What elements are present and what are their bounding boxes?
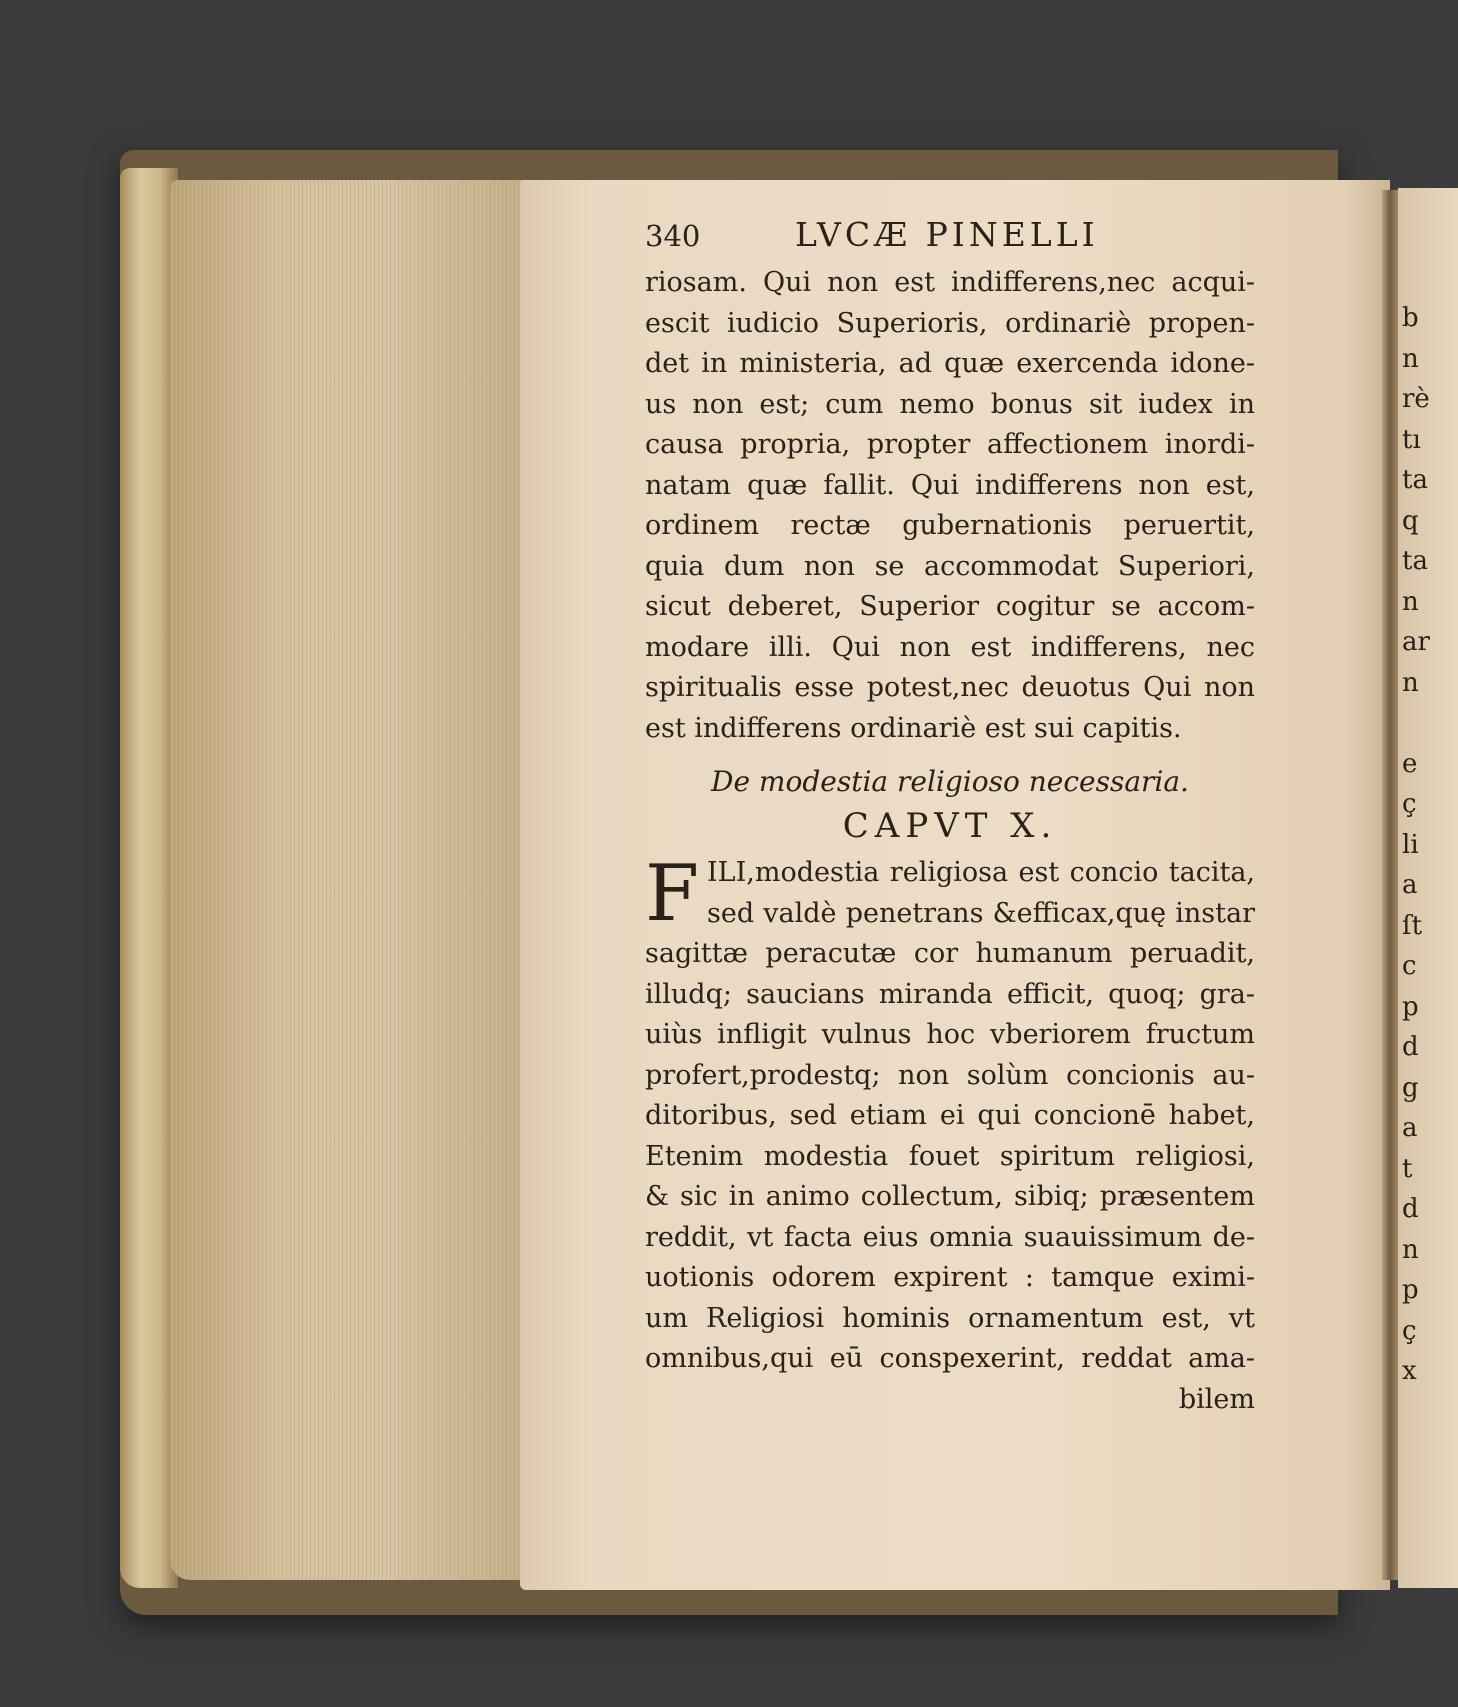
chapter-title: De modestia religioso necessaria. [711, 765, 1189, 798]
text-line: modare illi. Qui non est indifferens, nec [645, 631, 1255, 663]
text-line: sagittæ peracutæ cor humanum peruadit, [645, 938, 1255, 969]
text-line: det in ministeria, ad quæ exercenda idone- [645, 348, 1255, 379]
text-line: uotionis odorem expirent : tamque eximi- [645, 1262, 1255, 1293]
text-line: illudq; saucians miranda efficit, quoq; gra- [645, 978, 1255, 1010]
text-line: natam quæ fallit. Qui indifferens non est, [645, 469, 1255, 501]
right-page [1398, 188, 1458, 1588]
text-line: um Religiosi hominis ornamentum est, vt [645, 1302, 1255, 1334]
text-line: escit iudicio Superioris, ordinariè propen- [645, 307, 1255, 339]
text-line: sicut deberet, Superior cogitur se accom- [645, 591, 1255, 622]
text-line: omnibus,qui eū conspexerint, reddat ama- [645, 1343, 1255, 1374]
text-line: uiùs infligit vulnus hoc vberiorem fructum [645, 1019, 1255, 1050]
running-head: LVCÆ PINELLI [795, 215, 1099, 254]
page-header [645, 215, 1255, 259]
page-text [645, 215, 1255, 1420]
text-line: riosam. Qui non est indifferens,nec acqui- [645, 267, 1255, 298]
text-line: ordinem rectæ gubernationis peruertit, [645, 510, 1255, 541]
text-line: ILI,modestia religiosa est concio tacita, [707, 857, 1255, 888]
text-line: sed valdè penetrans &efficax,quę instar [707, 897, 1255, 929]
page-number: 340 [645, 219, 701, 253]
text-line: Etenim modestia fouet spiritum religiosi, [645, 1140, 1255, 1172]
page-edges [170, 180, 530, 1580]
text-line: quia dum non se accommodat Superiori, [645, 550, 1255, 582]
drop-cap: F [645, 849, 700, 939]
text-line: & sic in animo collectum, sibiq; præsentem [645, 1181, 1255, 1212]
text-line: spiritualis esse potest,nec deuotus Qui non [645, 672, 1255, 703]
text-line: est indifferens ordinariè est sui capitis. [645, 712, 1182, 744]
text-line: causa propria, propter affectionem inordi- [645, 429, 1255, 460]
chapter-number: CAPVT X. [842, 806, 1058, 846]
text-line: us non est; cum nemo bonus sit iudex in [645, 388, 1255, 420]
text-line: ditoribus, sed etiam ei qui concionē habet, [645, 1100, 1255, 1131]
paragraph-1 [645, 263, 1255, 749]
paragraph-2 [645, 849, 1255, 1420]
book-gutter [1382, 190, 1398, 1580]
right-page-fragment: b n rè tı ta q ta n ar n e ç li a ſt c p d g a t d n p ç x [1402, 303, 1430, 1386]
catchword: bilem [1178, 1383, 1255, 1415]
text-line: reddit, vt facta eius omnia suauissimum de- [645, 1221, 1255, 1253]
text-line: profert,prodestq; non solùm concionis au- [645, 1059, 1255, 1091]
